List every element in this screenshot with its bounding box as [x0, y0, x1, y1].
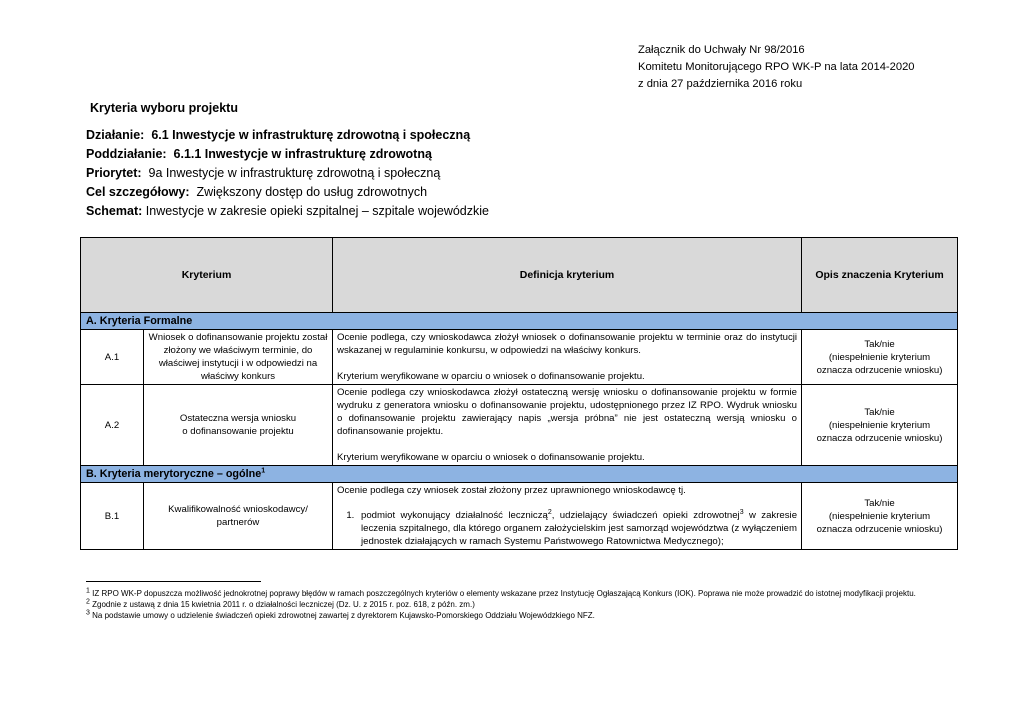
criterion-definition	[333, 483, 802, 550]
meta-cel-label: Cel szczegółowy:	[86, 185, 190, 199]
footnote-3: $^3$ Na podstawie umowy o udzielenie świadczeń opieki zdrowotnej zawartej z dyrektorem Kujawsko-Pomorskiego Oddziału Wojewódzkiego NFZ.	[86, 609, 595, 620]
meta-cel-value: Zwiększony dostęp do usług zdrowotnych	[196, 185, 428, 199]
table-row	[81, 330, 958, 385]
list-item: 1. podmiot wykonujący działalność leczniczą$^2$, udzielający świadczeń opieki zdrowotnej$^3$ w zakresie leczenia szpitalnego, dla którego organem założycielskim jest samorząd województwa (z wyłączeniem jednostek działających w ramach Systemu Państwowego Ratownictwa Medycznego);	[357, 509, 797, 548]
definition-text: Ocenie podlega, czy wnioskodawca złożył wniosek o dofinansowanie projektu w terminie oraz do instytucji wskazanej w regulaminie konkursu, w odpowiedzi na właściwy konkurs.	[337, 332, 798, 356]
criteria-table	[80, 237, 958, 550]
criterion-name	[144, 385, 333, 466]
meaning-line-2: (niespełnienie kryterium	[828, 510, 931, 522]
criterion-name-line-2: o dofinansowanie projektu	[182, 426, 294, 437]
meaning-line-1: Tak/nie	[864, 497, 895, 509]
meta-poddzialanie-value: 6.1.1 Inwestycje w infrastrukturę zdrowotną	[173, 147, 432, 161]
meaning-line-2: (niespełnienie kryterium	[828, 351, 931, 363]
meta-poddzialanie	[86, 145, 489, 164]
footnotes	[86, 588, 956, 621]
criterion-meaning	[802, 483, 958, 550]
meaning-line-1: Tak/nie	[864, 338, 895, 350]
meta-dzialanie-value: 6.1 Inwestycje w infrastrukturę zdrowotną i społeczną	[151, 128, 471, 142]
meta-dzialanie	[86, 126, 489, 145]
table-header-row	[81, 238, 958, 313]
meta-schemat-label: Schemat:	[86, 204, 143, 218]
criterion-meaning	[802, 330, 958, 385]
meaning-line-1: Tak/nie	[864, 406, 895, 418]
criterion-name-line-2: partnerów	[216, 517, 260, 528]
criterion-number: B.1	[81, 483, 144, 550]
eligible-applicants-list	[337, 509, 797, 548]
definition-verification: Kryterium weryfikowane w oparciu o wniosek o dofinansowanie projektu.	[337, 371, 645, 382]
criterion-name-line-1: Kwalifikowalność wnioskodawcy/	[168, 504, 308, 515]
page-title: Kryteria wyboru projektu	[90, 101, 238, 115]
criterion-number: A.2	[81, 385, 144, 466]
footnote-ref-3: 3	[739, 508, 744, 516]
meta-cel	[86, 183, 489, 202]
meaning-line-3: oznacza odrzucenie wniosku)	[816, 432, 943, 444]
meaning-line-2: (niespełnienie kryterium	[828, 419, 931, 431]
meta-schemat-value: Inwestycje w zakresie opieki szpitalnej – szpitale wojewódzkie	[145, 204, 489, 218]
criterion-name	[144, 483, 333, 550]
meta-poddzialanie-label: Poddziałanie:	[86, 147, 167, 161]
footnote-separator	[86, 581, 261, 582]
meta-priorytet	[86, 164, 489, 183]
header-line-3: z dnia 27 października 2016 roku	[638, 78, 803, 90]
definition-verification: Kryterium weryfikowane w oparciu o wniosek o dofinansowanie projektu.	[337, 452, 645, 463]
criterion-definition	[333, 330, 802, 385]
definition-text: Ocenie podlega czy wnioskodawca złożył ostateczną wersję wniosku o dofinansowanie projektu w formie wydruku z generatora wniosku o dofinansowanie projektu, udostępnionego przez IZ RPO. Wydruk wniosku o dofinansowanie projektu zawierający napis „wersja próbna” nie jest ostateczną wersją wniosku o dofinansowanie projektu.	[337, 387, 798, 437]
attachment-header	[638, 42, 915, 93]
header-line-1: Załącznik do Uchwały Nr 98/2016	[638, 44, 805, 56]
meta-priorytet-value: 9a Inwestycje w infrastrukturę zdrowotną i społeczną	[148, 166, 441, 180]
criterion-name: Wniosek o dofinansowanie projektu został złożony we właściwym terminie, do właściwej instytucji i w odpowiedzi na właściwy konkurs	[144, 330, 333, 385]
meaning-line-3: oznacza odrzucenie wniosku)	[816, 364, 943, 376]
header-definicja: Definicja kryterium	[333, 238, 802, 313]
criterion-number: A.1	[81, 330, 144, 385]
header-line-2: Komitetu Monitorującego RPO WK-P na lata 2014-2020	[638, 61, 915, 73]
meta-schemat	[86, 202, 489, 221]
meta-priorytet-label: Priorytet:	[86, 166, 142, 180]
section-b-label: B. Kryteria merytoryczne – ogólne	[86, 468, 262, 480]
header-kryterium: Kryterium	[81, 238, 333, 313]
criterion-meaning	[802, 385, 958, 466]
table-row	[81, 483, 958, 550]
footnote-2: $^2$ Zgodnie z ustawą z dnia 15 kwietnia 2011 r. o działalności leczniczej (Dz. U. z 2015 r. poz. 618, z późn. zm.)	[86, 598, 475, 609]
footnote-ref-1: 1	[261, 467, 266, 475]
criterion-definition	[333, 385, 802, 466]
footnote-1: $^1$ IZ RPO WK-P dopuszcza możliwość jednokrotnej poprawy błędów w ramach poszczególnych kryteriów o elementy wskazane przez Instytucję Ogłaszającą Konkurs (IOK). Poprawa nie może prowadzić do istotnej modyfikacji projektu.	[86, 587, 916, 598]
section-a-title: A. Kryteria Formalne	[81, 313, 958, 330]
footnote-ref-2: 2	[547, 508, 552, 516]
section-b-title	[81, 466, 958, 483]
section-a-row	[81, 313, 958, 330]
meaning-line-3: oznacza odrzucenie wniosku)	[816, 523, 943, 535]
section-b-row	[81, 466, 958, 483]
definition-intro: Ocenie podlega czy wniosek został złożony przez uprawnionego wnioskodawcę tj.	[337, 485, 686, 496]
criterion-name-line-1: Ostateczna wersja wniosku	[179, 413, 297, 424]
project-meta	[86, 126, 489, 221]
meta-dzialanie-label: Działanie:	[86, 128, 145, 142]
header-opis: Opis znaczenia Kryterium	[802, 238, 958, 313]
table-row	[81, 385, 958, 466]
